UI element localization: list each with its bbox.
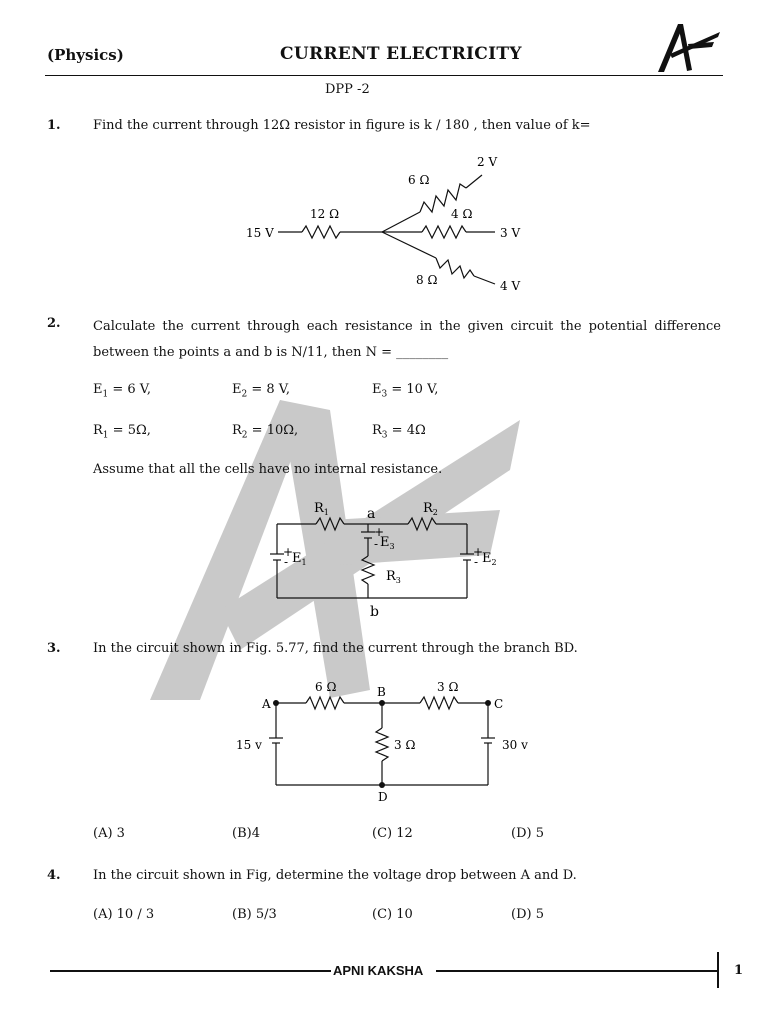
q2-r2-label: $R_2$: [423, 501, 438, 517]
q2-e2: $E_2 = 8$ V,: [232, 382, 291, 400]
q2-assumption: Assume that all the cells have no internal resistance.: [93, 462, 443, 477]
q3-r-bc-label: 3 Ω: [437, 680, 459, 694]
q1-v-mid-label: 3 V: [500, 226, 521, 240]
q2-point-a: a: [367, 506, 376, 522]
q4-text: In the circuit shown in Fig, determine the voltage drop between A and D.: [93, 868, 577, 883]
q2-e1-plus: +: [283, 545, 294, 559]
q3-r-ab-label: 6 Ω: [315, 680, 337, 694]
q1-v-bot-label: 4 V: [500, 279, 521, 293]
q1-r-mid-label: 4 Ω: [451, 207, 473, 221]
q3-node-b: B: [377, 685, 386, 699]
q2-number: 2.: [47, 316, 61, 331]
footer-brand: APNI KAKSHA: [333, 963, 424, 978]
page-number: 1: [734, 963, 744, 978]
q4-option-b: (B) 5/3: [232, 907, 277, 922]
subject-label: (Physics): [47, 46, 124, 64]
q3-number: 3.: [47, 641, 61, 656]
footer-rule-left: [50, 970, 331, 972]
q3-node-d: D: [378, 790, 388, 804]
q2-e1-label: $E_1$: [292, 551, 307, 567]
q2-e3-plus: +: [374, 525, 385, 539]
q3-circuit-diagram: [230, 676, 540, 806]
q3-option-c: (C) 12: [372, 826, 413, 841]
q4-option-a: (A) 10 / 3: [93, 907, 155, 922]
q4-number: 4.: [47, 868, 61, 883]
q3-text: In the circuit shown in Fig. 5.77, find the current through the branch BD.: [93, 641, 578, 656]
q1-number: 1.: [47, 118, 61, 133]
q3-v-left-label: 15 v: [236, 738, 262, 752]
q2-e2-minus: -: [474, 555, 479, 569]
q2-point-b: b: [370, 604, 379, 620]
q1-source-left: 15 V: [246, 226, 274, 240]
q2-r3-label: $R_3$: [386, 569, 401, 585]
q2-e1-minus: -: [284, 555, 289, 569]
page-title: CURRENT ELECTRICITY: [280, 44, 522, 64]
q2-e3: $E_3 = 10$ V,: [372, 382, 439, 400]
dpp-label: DPP -2: [325, 82, 370, 97]
q2-e2-label: $E_2$: [482, 551, 497, 567]
q2-r2: $R_2 = 10\Omega$,: [232, 423, 299, 441]
q2-e3-label: $E_3$: [380, 535, 395, 551]
q3-node-a: A: [262, 697, 271, 711]
q3-option-d: (D) 5: [511, 826, 544, 841]
q2-circuit-diagram: [260, 496, 520, 624]
q3-option-a: (A) 3: [93, 826, 125, 841]
footer-rule-right: [436, 970, 717, 972]
footer-divider: [717, 952, 719, 988]
brand-logo: [652, 18, 724, 76]
q3-r-bd-label: 3 Ω: [394, 738, 416, 752]
header-rule: [45, 75, 723, 76]
q4-option-d: (D) 5: [511, 907, 544, 922]
q1-text: Find the current through 12Ω resistor in figure is k / 180 , then value of k=: [93, 118, 591, 133]
q2-e3-minus: -: [374, 537, 379, 551]
q1-v-top-label: 2 V: [477, 155, 498, 169]
q1-r-bot-label: 8 Ω: [416, 273, 438, 287]
q1-r-left-label: 12 Ω: [310, 207, 340, 221]
q4-option-c: (C) 10: [372, 907, 413, 922]
q2-r1: $R_1 = 5\Omega$,: [93, 423, 151, 441]
q2-e2-plus: +: [473, 545, 484, 559]
q2-e1: $E_1 = 6$ V,: [93, 382, 152, 400]
q3-v-right-label: 30 v: [502, 738, 528, 752]
q2-r3: $R_3 = 4\Omega$: [372, 423, 426, 441]
q1-circuit-diagram: [240, 150, 540, 298]
q3-option-b: (B)4: [232, 826, 260, 841]
q1-r-top-label: 6 Ω: [408, 173, 430, 187]
q2-r1-label: $R_1$: [314, 501, 329, 517]
q3-node-c: C: [494, 697, 504, 711]
q2-text: Calculate the current through each resistance in the given circuit the potential difference between the points a and b is N/11, then N = ________: [93, 319, 721, 360]
